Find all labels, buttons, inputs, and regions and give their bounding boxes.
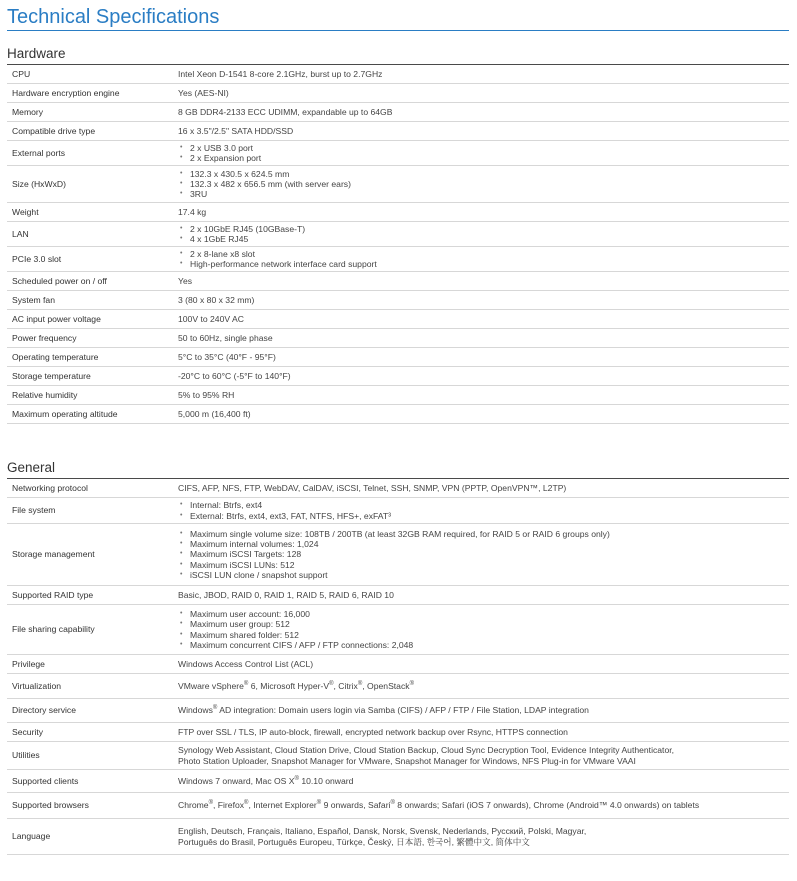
spec-row (7, 291, 789, 310)
spec-value-segment: Chrome (178, 800, 209, 811)
spec-value: Intel Xeon D-1541 8-core 2.1GHz, burst up to 2.7GHz (178, 68, 383, 79)
spec-list-item: • 4 x 1GbE RJ45 (178, 234, 789, 244)
spec-value: 5,000 m (16,400 ft) (178, 408, 251, 419)
spec-value: 100V to 240V AC (178, 313, 244, 324)
spec-row (7, 203, 789, 222)
spec-list-item: • 2 x Expansion port (178, 153, 789, 163)
spec-label: Supported browsers (12, 800, 89, 811)
spec-list-item: • High-performance network interface card support (178, 259, 789, 269)
registered-mark: ® (243, 681, 249, 688)
spec-value-segment: Windows (178, 705, 213, 716)
spec-label: System fan (12, 294, 55, 305)
spec-label: Maximum operating altitude (12, 408, 118, 419)
spec-label: Compatible drive type (12, 125, 96, 136)
spec-value-line: Photo Station Uploader, Snapshot Manager for VMware, Snapshot Manager for Windows, NFS Plug-in for VMware VAAI (178, 755, 636, 766)
spec-value-segment: AD integration: Domain users login via Samba (CIFS) / AFP / FTP / File Station, LDAP integration (217, 705, 589, 716)
spec-list-item: • 132.3 x 430.5 x 624.5 mm (178, 169, 789, 179)
spec-list-item: • Maximum iSCSI Targets: 128 (178, 549, 789, 559)
spec-row (7, 122, 789, 141)
registered-mark: ® (244, 800, 249, 807)
spec-value-segment: , Internet Explorer (248, 800, 317, 811)
spec-label: LAN (12, 228, 29, 239)
spec-label: Hardware encryption engine (12, 87, 120, 98)
registered-mark: ® (316, 800, 322, 807)
spec-list-item: • 132.3 x 482 x 656.5 mm (with server ears) (178, 179, 789, 189)
spec-list-item: • Maximum user group: 512 (178, 619, 789, 629)
registered-mark: ® (329, 681, 334, 688)
spec-label: Weight (12, 206, 39, 217)
spec-value-line: English, Deutsch, Français, Italiano, Español, Dansk, Norsk, Svensk, Nederlands, Русский, Polski, Magyar, (178, 826, 587, 837)
spec-label: AC input power voltage (12, 313, 101, 324)
spec-list (178, 143, 789, 163)
spec-row (7, 742, 789, 770)
spec-value: Yes (178, 275, 193, 286)
spec-value: 17.4 kg (178, 206, 207, 217)
spec-list (178, 609, 789, 650)
registered-mark: ® (212, 705, 218, 712)
spec-value (178, 224, 789, 244)
spec-list (178, 500, 789, 520)
spec-label: Memory (12, 106, 44, 117)
spec-row (7, 386, 789, 405)
spec-row (7, 329, 789, 348)
spec-list-item: • Maximum user account: 16,000 (178, 609, 789, 619)
spec-list-item: • Maximum concurrent CIFS / AFP / FTP connections: 2,048 (178, 640, 789, 650)
spec-value-segment: , OpenStack (362, 680, 410, 691)
spec-list-item: • 2 x USB 3.0 port (178, 143, 789, 153)
section-0 (7, 45, 789, 424)
spec-value: FTP over SSL / TLS, IP auto-block, firewall, encrypted network backup over Rsync, HTTPS connection (178, 726, 568, 737)
spec-row (7, 770, 789, 793)
registered-mark: ® (208, 800, 213, 807)
spec-label: Directory service (12, 705, 76, 716)
spec-list-item: • Maximum shared folder: 512 (178, 630, 789, 640)
spec-value (178, 705, 789, 715)
spec-list-item: • Maximum internal volumes: 1,024 (178, 539, 789, 549)
spec-label: Relative humidity (12, 389, 78, 400)
spec-label: Supported RAID type (12, 589, 94, 600)
spec-value (178, 529, 789, 580)
spec-label: PCIe 3.0 slot (12, 253, 62, 264)
spec-row (7, 65, 789, 84)
spec-label: Supported clients (12, 775, 79, 786)
spec-value (178, 143, 789, 163)
spec-label: Virtualization (12, 680, 62, 691)
spec-label: Operating temperature (12, 351, 99, 362)
spec-value: -20°C to 60°C (-5°F to 140°F) (178, 370, 291, 381)
spec-label: Power frequency (12, 332, 77, 343)
spec-list (178, 529, 789, 580)
spec-value (178, 609, 789, 650)
spec-label: Scheduled power on / off (12, 275, 107, 286)
spec-row (7, 586, 789, 605)
spec-row (7, 247, 789, 272)
spec-label: Language (12, 831, 51, 842)
spec-value (178, 500, 789, 520)
spec-label: Privilege (12, 658, 45, 669)
spec-list (178, 169, 789, 200)
section-heading: General (7, 460, 56, 475)
spec-list-item: • Internal: Btrfs, ext4 (178, 500, 789, 510)
spec-row (7, 699, 789, 723)
spec-row (7, 166, 789, 203)
spec-row (7, 524, 789, 586)
registered-mark: ® (357, 681, 363, 688)
section-heading: Hardware (7, 46, 66, 61)
spec-value: 50 to 60Hz, single phase (178, 332, 273, 343)
spec-row (7, 310, 789, 329)
spec-value: CIFS, AFP, NFS, FTP, WebDAV, CalDAV, iSCSI, Telnet, SSH, SNMP, VPN (PPTP, OpenVPN™, L2TP) (178, 482, 567, 493)
spec-value-line: Synology Web Assistant, Cloud Station Drive, Cloud Station Backup, Cloud Sync Decryption Tool, Evidence Integrity Authenticator, (178, 745, 675, 756)
spec-value (178, 169, 789, 200)
spec-value-segment: 9 onwards, Safari (321, 800, 391, 811)
spec-row (7, 655, 789, 674)
spec-value-segment: 10.10 onward (298, 775, 354, 786)
spec-value (178, 800, 789, 810)
spec-value (178, 681, 789, 691)
spec-row (7, 819, 789, 855)
spec-value: 3 (80 x 80 x 32 mm) (178, 294, 255, 305)
spec-value (178, 826, 789, 846)
spec-row (7, 405, 789, 424)
spec-value: Basic, JBOD, RAID 0, RAID 1, RAID 5, RAID 6, RAID 10 (178, 589, 394, 600)
spec-label: Storage temperature (12, 370, 91, 381)
spec-list-item: • 3RU (178, 189, 789, 199)
spec-label: Storage management (12, 549, 95, 560)
spec-label: Security (12, 726, 44, 737)
page-title: Technical Specifications (7, 6, 220, 28)
spec-label: File system (12, 505, 56, 516)
spec-row (7, 793, 789, 819)
title-rule (7, 30, 789, 31)
section-1 (7, 459, 789, 855)
spec-row (7, 479, 789, 498)
registered-mark: ® (294, 776, 299, 783)
spec-row (7, 674, 789, 699)
spec-value: Yes (AES-NI) (178, 87, 229, 98)
spec-row (7, 222, 789, 247)
spec-value (178, 776, 789, 786)
spec-row (7, 141, 789, 166)
spec-label: File sharing capability (12, 624, 95, 635)
spec-row (7, 605, 789, 655)
spec-label: Size (HxWxD) (12, 178, 66, 189)
spec-label: Networking protocol (12, 482, 88, 493)
spec-label: External ports (12, 147, 66, 158)
spec-value-segment: , Firefox (213, 800, 245, 811)
registered-mark: ® (409, 681, 414, 688)
spec-label: Utilities (12, 750, 40, 761)
spec-value-segment: Windows 7 onward, Mac OS X (178, 775, 295, 786)
spec-value-segment: VMware vSphere (178, 680, 244, 691)
spec-value-segment: , Citrix (333, 680, 358, 691)
spec-row (7, 498, 789, 524)
spec-row (7, 367, 789, 386)
spec-list-item: • 2 x 8-lane x8 slot (178, 249, 789, 259)
spec-row (7, 723, 789, 742)
spec-value: 8 GB DDR4-2133 ECC UDIMM, expandable up to 64GB (178, 106, 393, 117)
spec-list-item: • Maximum iSCSI LUNs: 512 (178, 560, 789, 570)
spec-row (7, 272, 789, 291)
spec-row (7, 84, 789, 103)
spec-row (7, 103, 789, 122)
spec-value: Windows Access Control List (ACL) (178, 658, 314, 669)
spec-list-item: • 2 x 10GbE RJ45 (10GBase-T) (178, 224, 789, 234)
spec-value-segment: 8 onwards; Safari (iOS 7 onwards), Chrome (Android™ 4.0 onwards) on tablets (394, 800, 700, 811)
spec-value-line: Português do Brasil, Português Europeu, Türkçe, Český, 日本語, 한국어, 繁體中文, 简体中文 (178, 836, 530, 847)
spec-list-item: • External: Btrfs, ext4, ext3, FAT, NTFS, HFS+, exFAT³ (178, 511, 789, 521)
spec-row (7, 348, 789, 367)
spec-label: CPU (12, 68, 31, 79)
spec-value: 16 x 3.5"/2.5" SATA HDD/SSD (178, 125, 294, 136)
spec-value: 5°C to 35°C (40°F - 95°F) (178, 351, 276, 362)
spec-value (178, 249, 789, 269)
spec-list-item: • iSCSI LUN clone / snapshot support (178, 570, 789, 580)
registered-mark: ® (390, 800, 395, 807)
spec-list-item: • Maximum single volume size: 108TB / 200TB (at least 32GB RAM required, for RAID 5 or RAID 6 groups only) (178, 529, 789, 539)
spec-list (178, 224, 789, 244)
spec-value (178, 745, 789, 765)
spec-value: 5% to 95% RH (178, 389, 235, 400)
spec-value-segment: 6, Microsoft Hyper-V (248, 680, 330, 691)
spec-list (178, 249, 789, 269)
